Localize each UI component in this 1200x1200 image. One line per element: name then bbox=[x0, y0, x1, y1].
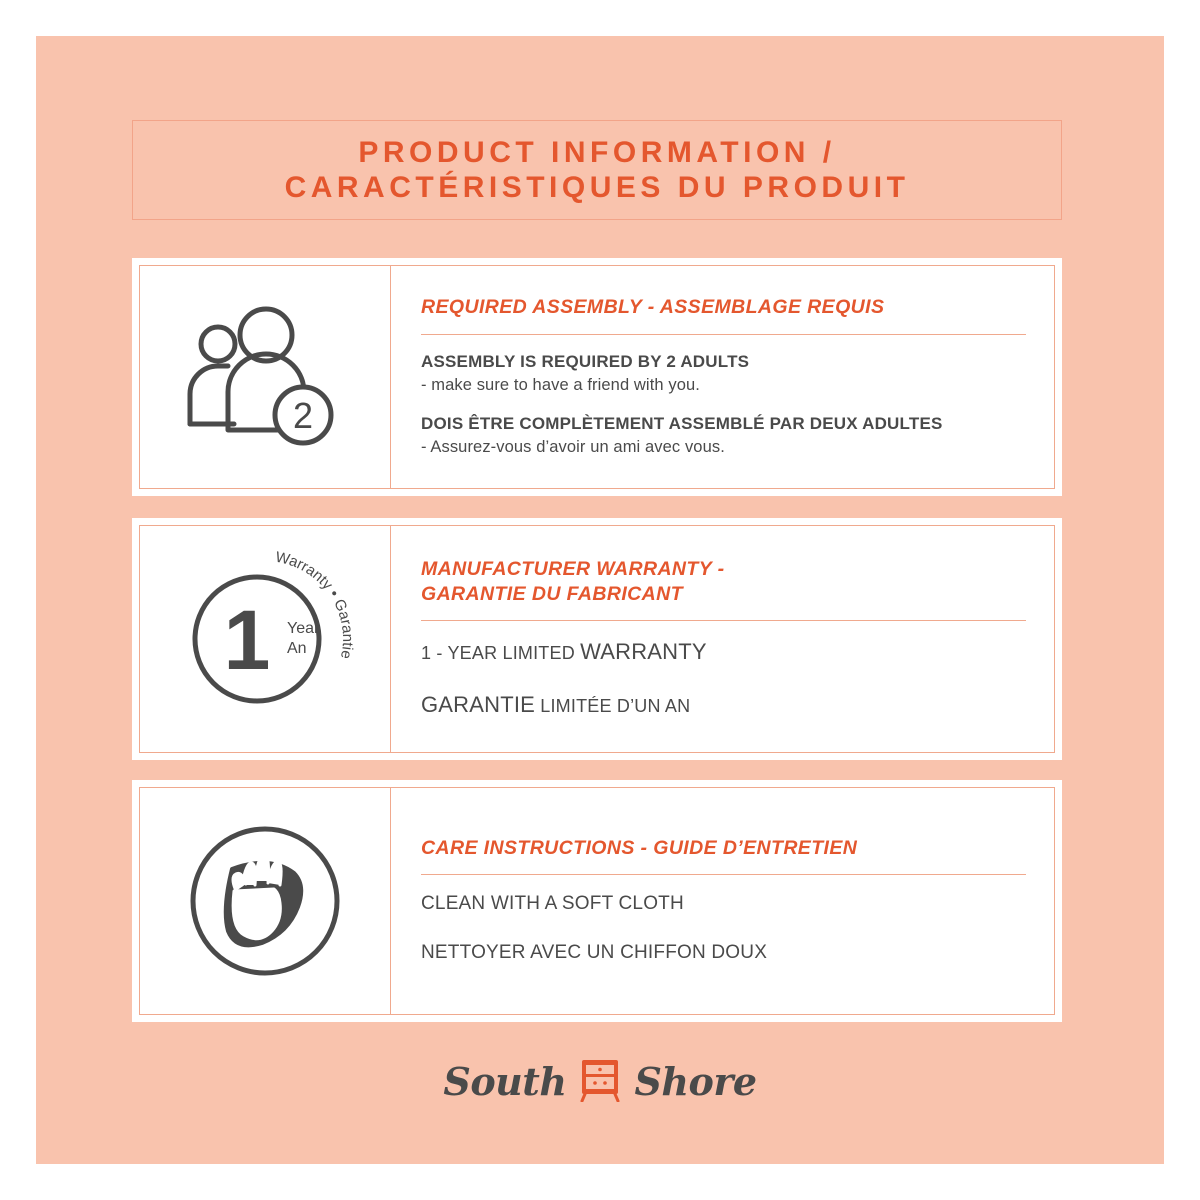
divider bbox=[421, 620, 1026, 621]
card-required-assembly bbox=[132, 258, 1062, 496]
card-heading-warranty-en: MANUFACTURER WARRANTY - bbox=[421, 558, 725, 581]
page-title bbox=[132, 120, 1062, 220]
warranty-arc-text: Warranty • Garantie bbox=[273, 548, 357, 661]
assembly-en-light: - make sure to have a friend with you. bbox=[421, 375, 700, 394]
assembly-fr-strong: DOIS ÊTRE COMPLÈTEMENT ASSEMBLÉ PAR DEUX ADULTES bbox=[421, 413, 943, 433]
two-adults-icon bbox=[140, 302, 390, 452]
brand-word-south: South bbox=[443, 1059, 567, 1104]
warranty-year-en: Year bbox=[287, 620, 320, 637]
hand-with-cloth-icon bbox=[140, 811, 390, 991]
divider bbox=[421, 874, 1026, 875]
card-care-instructions bbox=[132, 780, 1062, 1022]
page-title-line-fr: CARACTÉRISTIQUES DU PRODUIT bbox=[284, 171, 910, 204]
assembly-people-count: 2 bbox=[292, 395, 314, 436]
brand-logo bbox=[36, 1056, 1164, 1107]
warranty-fr-line bbox=[421, 690, 1026, 721]
warranty-number: 1 bbox=[223, 593, 271, 687]
poster-page bbox=[36, 36, 1164, 1164]
care-en-text: CLEAN WITH A SOFT CLOTH bbox=[421, 893, 684, 915]
card-heading-warranty-fr: GARANTIE DU FABRICANT bbox=[421, 582, 683, 605]
divider bbox=[421, 334, 1026, 335]
dresser-icon bbox=[576, 1056, 624, 1107]
warranty-fr-emphasis: GARANTIE bbox=[421, 691, 536, 717]
card-heading-assembly: REQUIRED ASSEMBLY - ASSEMBLAGE REQUIS bbox=[421, 296, 885, 319]
assembly-en-strong: ASSEMBLY IS REQUIRED BY 2 ADULTS bbox=[421, 351, 750, 371]
warranty-year-fr: An bbox=[287, 640, 307, 657]
brand-word-shore: Shore bbox=[634, 1059, 757, 1104]
assembly-fr-light: - Assurez-vous d’avoir un ami avec vous. bbox=[421, 437, 725, 456]
warranty-en-line bbox=[421, 637, 1026, 668]
warranty-en-emphasis: WARRANTY bbox=[580, 639, 707, 665]
one-year-warranty-seal-icon bbox=[140, 539, 390, 739]
warranty-en-prefix: 1 - YEAR LIMITED bbox=[421, 643, 581, 664]
care-fr-text: NETTOYER AVEC UN CHIFFON DOUX bbox=[421, 941, 768, 963]
warranty-fr-suffix: LIMITÉE D’UN AN bbox=[535, 695, 691, 716]
card-manufacturer-warranty bbox=[132, 518, 1062, 760]
page-title-line-en: PRODUCT INFORMATION / bbox=[358, 135, 836, 169]
card-heading-care: CARE INSTRUCTIONS - GUIDE D’ENTRETIEN bbox=[421, 836, 858, 859]
